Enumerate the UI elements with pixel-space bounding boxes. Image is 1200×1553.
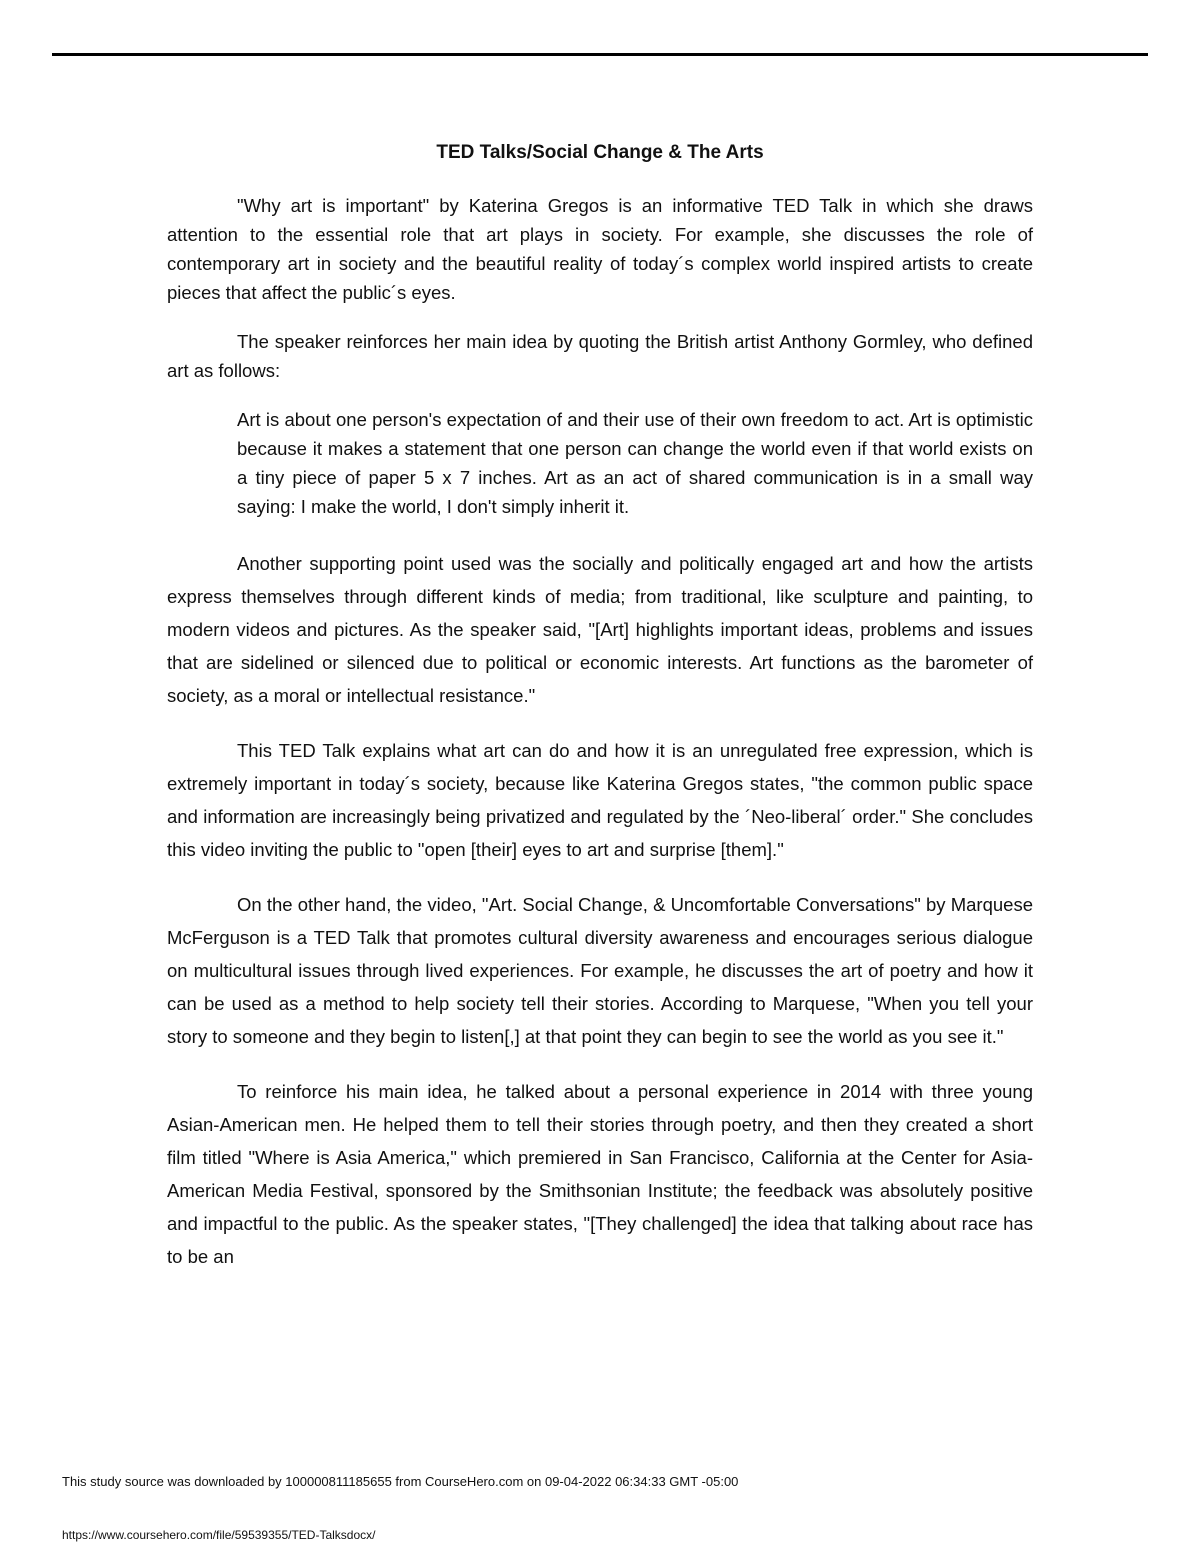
top-rule (52, 53, 1148, 56)
paragraph-6: To reinforce his main idea, he talked about a personal experience in 2014 with three young Asian-American men. He helped them to tell their stories through poetry, and then they created a short film titled "Where is Asia America," which premiered in San Francisco, California at the Center for Asia-American Media Festival, sponsored by the Smithsonian Institute; the feedback was absolutely positive and impactful to the public. As the speaker states, "[They challenged] the idea that talking about race has to be an (167, 1080, 1033, 1267)
document-body (167, 140, 1033, 1295)
footer-url-link[interactable]: https://www.coursehero.com/file/59539355/TED-Talksdocx/ (62, 1528, 376, 1542)
paragraph-5: On the other hand, the video, "Art. Social Change, & Uncomfortable Conversations" by Marquese McFerguson is a TED Talk that promotes cultural diversity awareness and encourages serious dialogue on multicultural issues through lived experiences. For example, he discusses the art of poetry and how it can be used as a method to help society tell their stories. According to Marquese, "When you tell your story to someone and they begin to listen[,] at that point they can begin to see the world as you see it." (167, 893, 1033, 1047)
paragraph-3: Another supporting point used was the socially and politically engaged art and how the artists express themselves through different kinds of media; from traditional, like sculpture and painting, to modern videos and pictures. As the speaker said, "[Art] highlights important ideas, problems and issues that are sidelined or silenced due to political or economic interests. Art functions as the barometer of society, as a moral or intellectual resistance." (167, 552, 1033, 706)
block-quote: Art is about one person's expectation of and their use of their own freedom to act. Art is optimistic because it makes a statement that one person can change the world even if that world exists on a tiny piece of paper 5 x 7 inches. Art as an act of shared communication is in a small way saying: I make the world, I don't simply inherit it. (237, 408, 1033, 517)
paragraph-1: "Why art is important" by Katerina Gregos is an informative TED Talk in which she draws attention to the essential role that art plays in society. For example, she discusses the role of contemporary art in society and the beautiful reality of today´s complex world inspired artists to create pieces that affect the public´s eyes. (167, 194, 1033, 303)
document-title: TED Talks/Social Change & The Arts (436, 142, 764, 163)
paragraph-2: The speaker reinforces her main idea by quoting the British artist Anthony Gormley, who defined art as follows: (167, 330, 1033, 381)
footer-source-note: This study source was downloaded by 100000811185655 from CourseHero.com on 09-04-2022 06:34:33 GMT -05:00 (62, 1474, 739, 1489)
paragraph-4: This TED Talk explains what art can do and how it is an unregulated free expression, which is extremely important in today´s society, because like Katerina Gregos states, "the common public space and information are increasingly being privatized and regulated by the ´Neo-liberal´ order." She concludes this video inviting the public to "open [their] eyes to art and surprise [them]." (167, 739, 1033, 860)
